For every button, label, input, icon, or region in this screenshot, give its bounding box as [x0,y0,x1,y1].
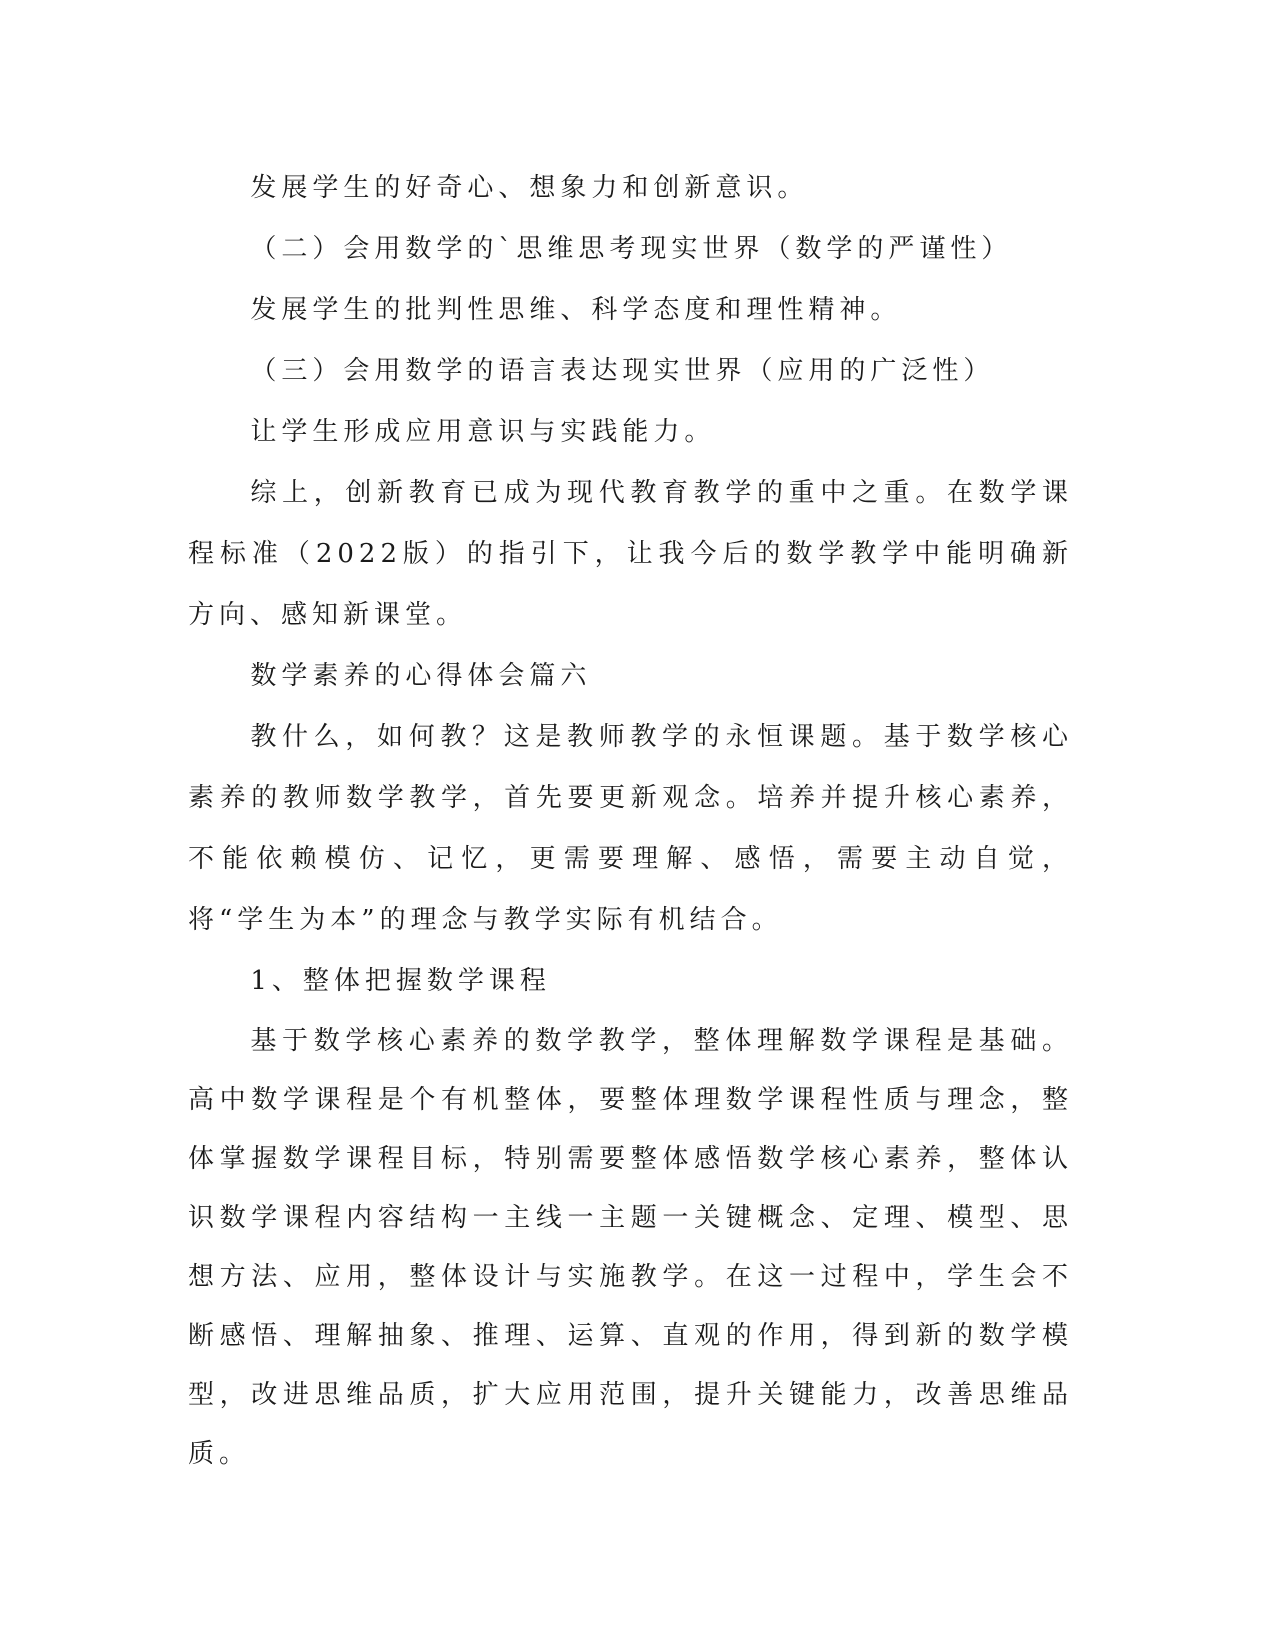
paragraph-1: 发展学生的好奇心、想象力和创新意识。 [250,173,809,203]
subsection-heading: 1、整体把握数学课程 [250,966,551,996]
paragraph-2: （二）会用数学的`思维思考现实世界（数学的严谨性） [250,234,1013,264]
document-body [188,158,1073,1484]
paragraph-7: 教什么，如何教？这是教师教学的永恒课题。基于数学核心素养的教师数学教学，首先要更新观念。培养并提升核心素养，不能依赖模仿、记忆，更需要理解、感悟，需要主动自觉，将“学生为本”的理念与教学实际有机结合。 [188,722,1073,935]
section-heading: 数学素养的心得体会篇六 [250,661,592,691]
paragraph-4: （三）会用数学的语言表达现实世界（应用的广泛性） [250,356,995,386]
paragraph-8: 基于数学核心素养的数学教学，整体理解数学课程是基础。高中数学课程是个有机整体，要整体理数学课程性质与理念，整体掌握数学课程目标，特别需要整体感悟数学核心素养，整体认识数学课程内容结构一主线一主题一关键概念、定理、模型、思想方法、应用，整体设计与实施教学。在这一过程中，学生会不断感悟、理解抽象、推理、运算、直观的作用，得到新的数学模型，改进思维品质，扩大应用范围，提升关键能力，改善思维品质。 [188,1026,1073,1469]
paragraph-6: 综上，创新教育已成为现代教育教学的重中之重。在数学课程标准（2022版）的指引下，让我今后的数学教学中能明确新方向、感知新课堂。 [188,478,1073,630]
paragraph-3: 发展学生的批判性思维、科学态度和理性精神。 [250,295,902,325]
paragraph-5: 让学生形成应用意识与实践能力。 [250,417,716,447]
